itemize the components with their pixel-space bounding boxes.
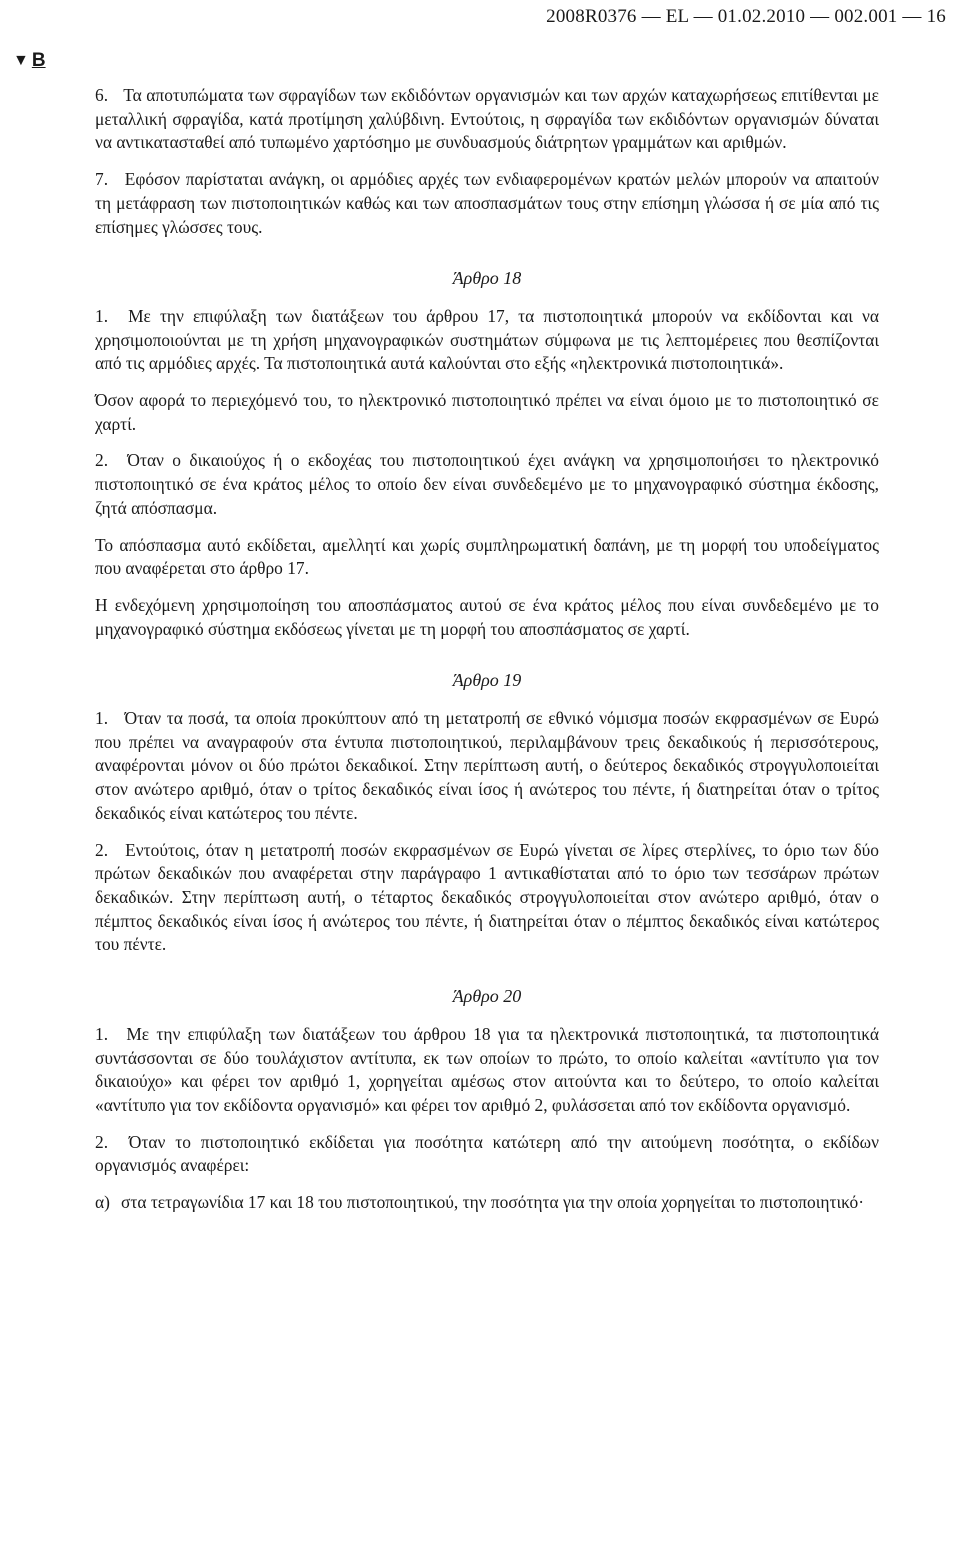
list-item-text: στα τετραγωνίδια 17 και 18 του πιστοποιητικού, την ποσότητα για την οποία χορηγείται το πιστοποιητικό· <box>121 1192 865 1213</box>
article-18-title: Άρθρο 18 <box>452 268 522 289</box>
paragraph-number: 2. <box>95 1131 109 1152</box>
paragraph-text: Όταν ο δικαιούχος ή ο εκδοχέας του πιστοποιητικού έχει ανάγκη να χρησιμοποιήσει το ηλεκτρονικό πιστοποιητικό σε ένα κράτος μέλος το οποίο δεν είναι συνδεδεμένο με το μηχανογραφικό σύστημα έκδοσης, ζητά απόσπασμα. <box>95 450 879 518</box>
list-item-label: α) <box>95 1192 110 1213</box>
paragraph-text: Τα αποτυπώματα των σφραγίδων των εκδιδόντων οργανισμών και των αρχών καταχωρήσεως επιτίθενται με μεταλλική σφραγίδα, κατά προτίμηση χαλύβδινη. Εντούτοις, η σφραγίδα των εκδιδόντων οργανισμών δύναται να αντικατασταθεί από τυπωμένο χαρτόσημο με συνδυασμούς διάτρητων γραμμάτων και αριθμών. <box>95 85 879 153</box>
list-item <box>95 1191 879 1215</box>
paragraph-6 <box>95 84 879 155</box>
article-19-paragraph-2 <box>95 839 879 958</box>
page-header-reference: 2008R0376 — EL — 01.02.2010 — 002.001 — 16 <box>546 6 946 27</box>
paragraph-number: 1. <box>95 708 109 729</box>
article-18-paragraph-2b: Το απόσπασμα αυτό εκδίδεται, αμελλητί και χωρίς συμπληρωματική δαπάνη, με τη μορφή του υποδείγματος που αναφέρεται στο άρθρο 17. <box>95 534 879 579</box>
paragraph-number: 1. <box>95 1023 109 1044</box>
paragraph-text: Όταν το πιστοποιητικό εκδίδεται για ποσότητα κατώτερη από την αιτούμενη ποσότητα, ο εκδίδων οργανισμός αναφέρει: <box>95 1131 879 1176</box>
article-19-title: Άρθρο 19 <box>452 670 522 691</box>
amendment-marker <box>13 50 46 72</box>
paragraph-text: Με την επιφύλαξη των διατάξεων του άρθρου 18 για τα ηλεκτρονικά πιστοποιητικά, τα πιστοποιητικά συντάσσονται σε δύο τουλάχιστον αντίτυπα, εκ των οποίων το πρώτο, το οποίο καλείται «αντίτυπο για τον δικαιούχο» και φέρει τον αριθμό 1, χορηγείται αμέσως στον αιτούντα και το δεύτερο, το οποίο καλείται «αντίτυπο για τον εκδίδοντα οργανισμό» και φέρει τον αριθμό 2, φυλάσσεται από τον εκδίδοντα οργανισμό. <box>95 1023 879 1115</box>
paragraph-number: 2. <box>95 839 109 860</box>
article-18-paragraph-2c: Η ενδεχόμενη χρησιμοποίηση του αποσπάσματος αυτού σε ένα κράτος μέλος που είναι συνδεδεμένο με το μηχανογραφικό σύστημα εκδόσεως γίνεται με τη μορφή του αποσπάσματος σε χαρτί. <box>95 594 879 639</box>
paragraph-number: 1. <box>95 305 109 326</box>
article-20-paragraph-2 <box>95 1131 879 1178</box>
paragraph-number: 7. <box>95 169 109 190</box>
paragraph-text: Εντούτοις, όταν η μετατροπή ποσών εκφρασμένων σε Ευρώ γίνεται σε λίρες στερλίνες, το όριο των δύο πρώτων δεκαδικών που αναφέρεται στην παράγραφο 1 αντικαθίσταται από το όριο των τεσσάρων πρώτων δεκαδικών. Στην περίπτωση αυτή, ο τέταρτος δεκαδικός στρογγυλοποιείται στον ανώτερο αριθμό, όταν ο πέμπτος δεκαδικός είναι ίσος ή ανώτερος του πέντε, ή διατηρείται όταν ο πέμπτος δεκαδικός είναι κατώτερος του πέντε. <box>95 839 879 955</box>
article-20-title: Άρθρο 20 <box>452 986 522 1007</box>
paragraph-text: Με την επιφύλαξη των διατάξεων του άρθρου 17, τα πιστοποιητικά μπορούν να εκδίδονται και να χρησιμοποιούνται με τη χρήση μηχανογραφικών συστημάτων σύμφωνα με τις λεπτομέρειες που θεσπίζονται από τις αρμόδιες αρχές. Τα πιστοποιητικά αυτά καλούνται στο εξής «ηλεκτρονικά πιστοποιητικά». <box>95 305 879 374</box>
paragraph-number: 2. <box>95 450 109 471</box>
paragraph-text: Εφόσον παρίσταται ανάγκη, οι αρμόδιες αρχές των ενδιαφερομένων κρατών μελών μπορούν να απαιτούν τη μετάφραση των πιστοποιητικών καθώς και των αποσπασμάτων τους στην επίσημη γλώσσα ή σε μία από τις επίσημες γλώσσες τους. <box>95 169 879 237</box>
paragraph-text: Όταν τα ποσά, τα οποία προκύπτουν από τη μετατροπή σε εθνικό νόμισμα ποσών εκφρασμένων σε Ευρώ που πρέπει να αναγραφούν στα έντυπα πιστοποιητικού, περιλαμβάνουν τρεις δεκαδικούς ή περισσότερους, αναφέρονται μόνον οι δύο πρώτοι δεκαδικοί. Στην περίπτωση αυτή, ο δεύτερος δεκαδικός στρογγυλοποιείται στον ανώτερο αριθμό, όταν ο τρίτος δεκαδικός είναι ίσος ή ανώτερος του πέντε, ή διατηρείται όταν ο τρίτος δεκαδικός είναι κατώτερος του πέντε. <box>95 708 879 823</box>
article-20-paragraph-1 <box>95 1023 879 1118</box>
article-18-paragraph-1 <box>95 305 879 376</box>
article-19-paragraph-1 <box>95 707 879 826</box>
paragraph-7 <box>95 168 879 239</box>
triangle-down-icon: ▼ <box>13 52 29 69</box>
amendment-marker-letter: B <box>31 50 46 71</box>
paragraph-number: 6. <box>95 85 109 105</box>
document-body <box>95 84 879 1227</box>
article-18-paragraph-1b: Όσον αφορά το περιεχόμενό του, το ηλεκτρονικό πιστοποιητικό πρέπει να είναι όμοιο με το πιστοποιητικό σε χαρτί. <box>95 390 879 434</box>
article-18-paragraph-2 <box>95 449 879 520</box>
